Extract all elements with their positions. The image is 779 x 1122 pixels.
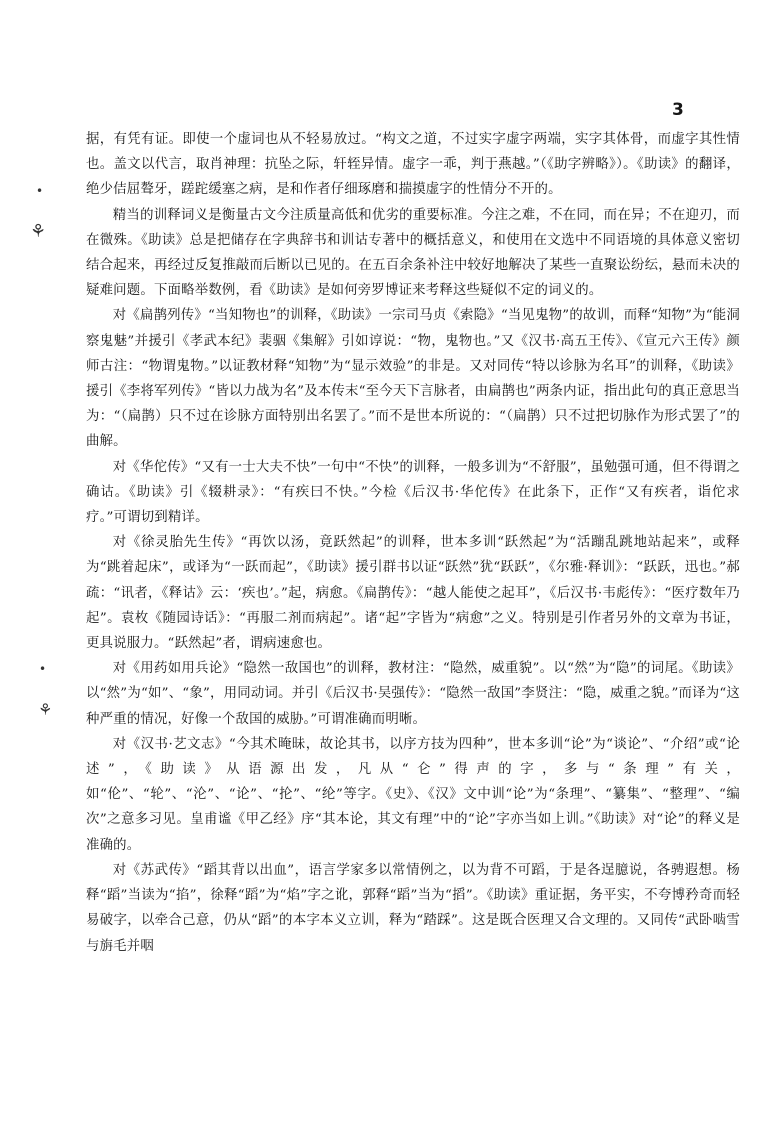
- paragraph-5: 对《徐灵胎先生传》“再饮以汤，竟跃然起”的训释，世本多训“跃然起”为“活蹦乱跳地站起来”，或释为“跳着起床”，或译为“一跃而起”，《助读》援引群书以证“跃然”犹“跃跃”，《尔雅·释训》：“跃跃，迅也。”郝疏：“讯者，《释诂》云：‘疾也’。”起，病愈。《扁鹊传》：“越人能使之起耳”，《后汉书·韦彪传》：“医疗数年乃起”。袁枚《随园诗话》：“再服二剂而病起”。诸“起”字皆为“病愈”之义。特别是引作者另外的文章为书证，更具说服力。“跃然起”者，谓病速愈也。: [86, 535, 740, 652]
- paragraph-2: 精当的训释词义是衡量古文今注质量高低和优劣的重要标准。今注之难，不在同，而在异；不在迎刃，而在微殊。《助读》总是把储存在字典辞书和训诂专著中的概括意义，和使用在文选中不同语境的具体意义密切结合起来，再经过反复推敲而后断以已见的。在五百余条补注中较好地解决了某些一直聚讼纷纭，悬而未决的疑难问题。下面略举数例，看《助读》是如何旁罗博证来考释这些疑似不定的词义的。: [86, 207, 740, 299]
- margin-dot: •: [36, 184, 44, 198]
- paragraph-8: 对《苏武传》“蹈其背以出血”，语言学家多以常情例之，以为背不可蹈，于是各逞臆说，各骋遐想。杨释“蹈”当读为“掐”，徐释“蹈”为“焰”字之讹，郭释“蹈”当为“搯”。《助读》重证据，务平实，不夸博矜奇而轻易破字，以牵合己意，仍从“蹈”的本字本义立训，释为“踏踩”。这是既合医理又合文理的。又同传“武卧啮雪与旃毛并咽: [86, 862, 740, 954]
- body-text: [86, 127, 740, 959]
- paragraph-1: 据，有凭有证。即使一个虚词也从不轻易放过。“构文之道，不过实字虚字两端，实字其体骨，而虚字其性情也。盖文以代言，取肖神理：抗坠之际，轩轾异情。虚字一乖，判于燕越。”（《助字辨略》）。《助读》的翻译，绝少佶屈聱牙，蹉跎缓塞之病，是和作者仔细琢磨和揣摸虚字的性情分不开的。: [86, 132, 740, 198]
- paragraph-4: 对《华佗传》“又有一士大夫不快”一句中“不快”的训释，一般多训为“不舒服”，虽勉强可通，但不得谓之确诂。《助读》引《辍耕录》：“有疾曰不快。”今检《后汉书·华佗传》在此条下，正作“又有疾者，诣佗求疗。”可谓切到精详。: [86, 459, 740, 526]
- paragraph-6: 对《用药如用兵论》“隐然一敌国也”的训释，教材注：“隐然，威重貌”。以“然”为“隐”的词尾。《助读》以“然”为“如”、“象”，用同动词。并引《后汉书·吴强传》：“隐然一敌国”李贤注：“隐，威重之貌。”而译为“这种严重的情况，好像一个敌国的威胁。”可谓准确而明晰。: [86, 661, 740, 727]
- margin-mark: ⚘: [30, 221, 47, 242]
- paragraph-7: 对《汉书·艺文志》“今其术晻昧，故论其书，以序方技为四种”，世本多训“论”为“谈论”、“介绍”或“论述”，《助读》从语源出发，凡从“仑”得声的字，多与“条理”有关，如“伦”、“轮”、“沦”、“论”、“抡”、“纶”等字。《史》、《汉》文中训“论”为“条理”、“纂集”、“整理”、“编次”之意多习见。皇甫谧《甲乙经》序“其本论，其文有理”中的“论”字亦当如上训。”《助读》对“论”的释义是准确的。: [86, 736, 740, 853]
- margin-dot: •: [39, 662, 47, 676]
- margin-mark: ⚘: [38, 700, 53, 719]
- paragraph-3: 对《扁鹊列传》“当知物也”的训释，《助读》一宗司马贞《索隐》“当见鬼物”的故训，而释“知物”为“能洞察鬼魅”并援引《孝武本纪》裴骃《集解》引如谆说：“物，鬼物也。”又《汉书·高五王传》、《宣元六王传》颜师古注：“物谓鬼物。”以证教材释“知物”为“显示效验”的非是。又对同传“特以诊脉为名耳”的训释，《助读》援引《李将军列传》“皆以力战为名”及本传末“至今天下言脉者，由扁鹊也”两条内证，指出此句的真正意思当为：“（扁鹊）只不过在诊脉方面特别出名罢了。”而不是世本所说的：“（扁鹊）只不过把切脉作为形式罢了”的曲解。: [86, 308, 740, 450]
- page-number: 3: [672, 100, 684, 120]
